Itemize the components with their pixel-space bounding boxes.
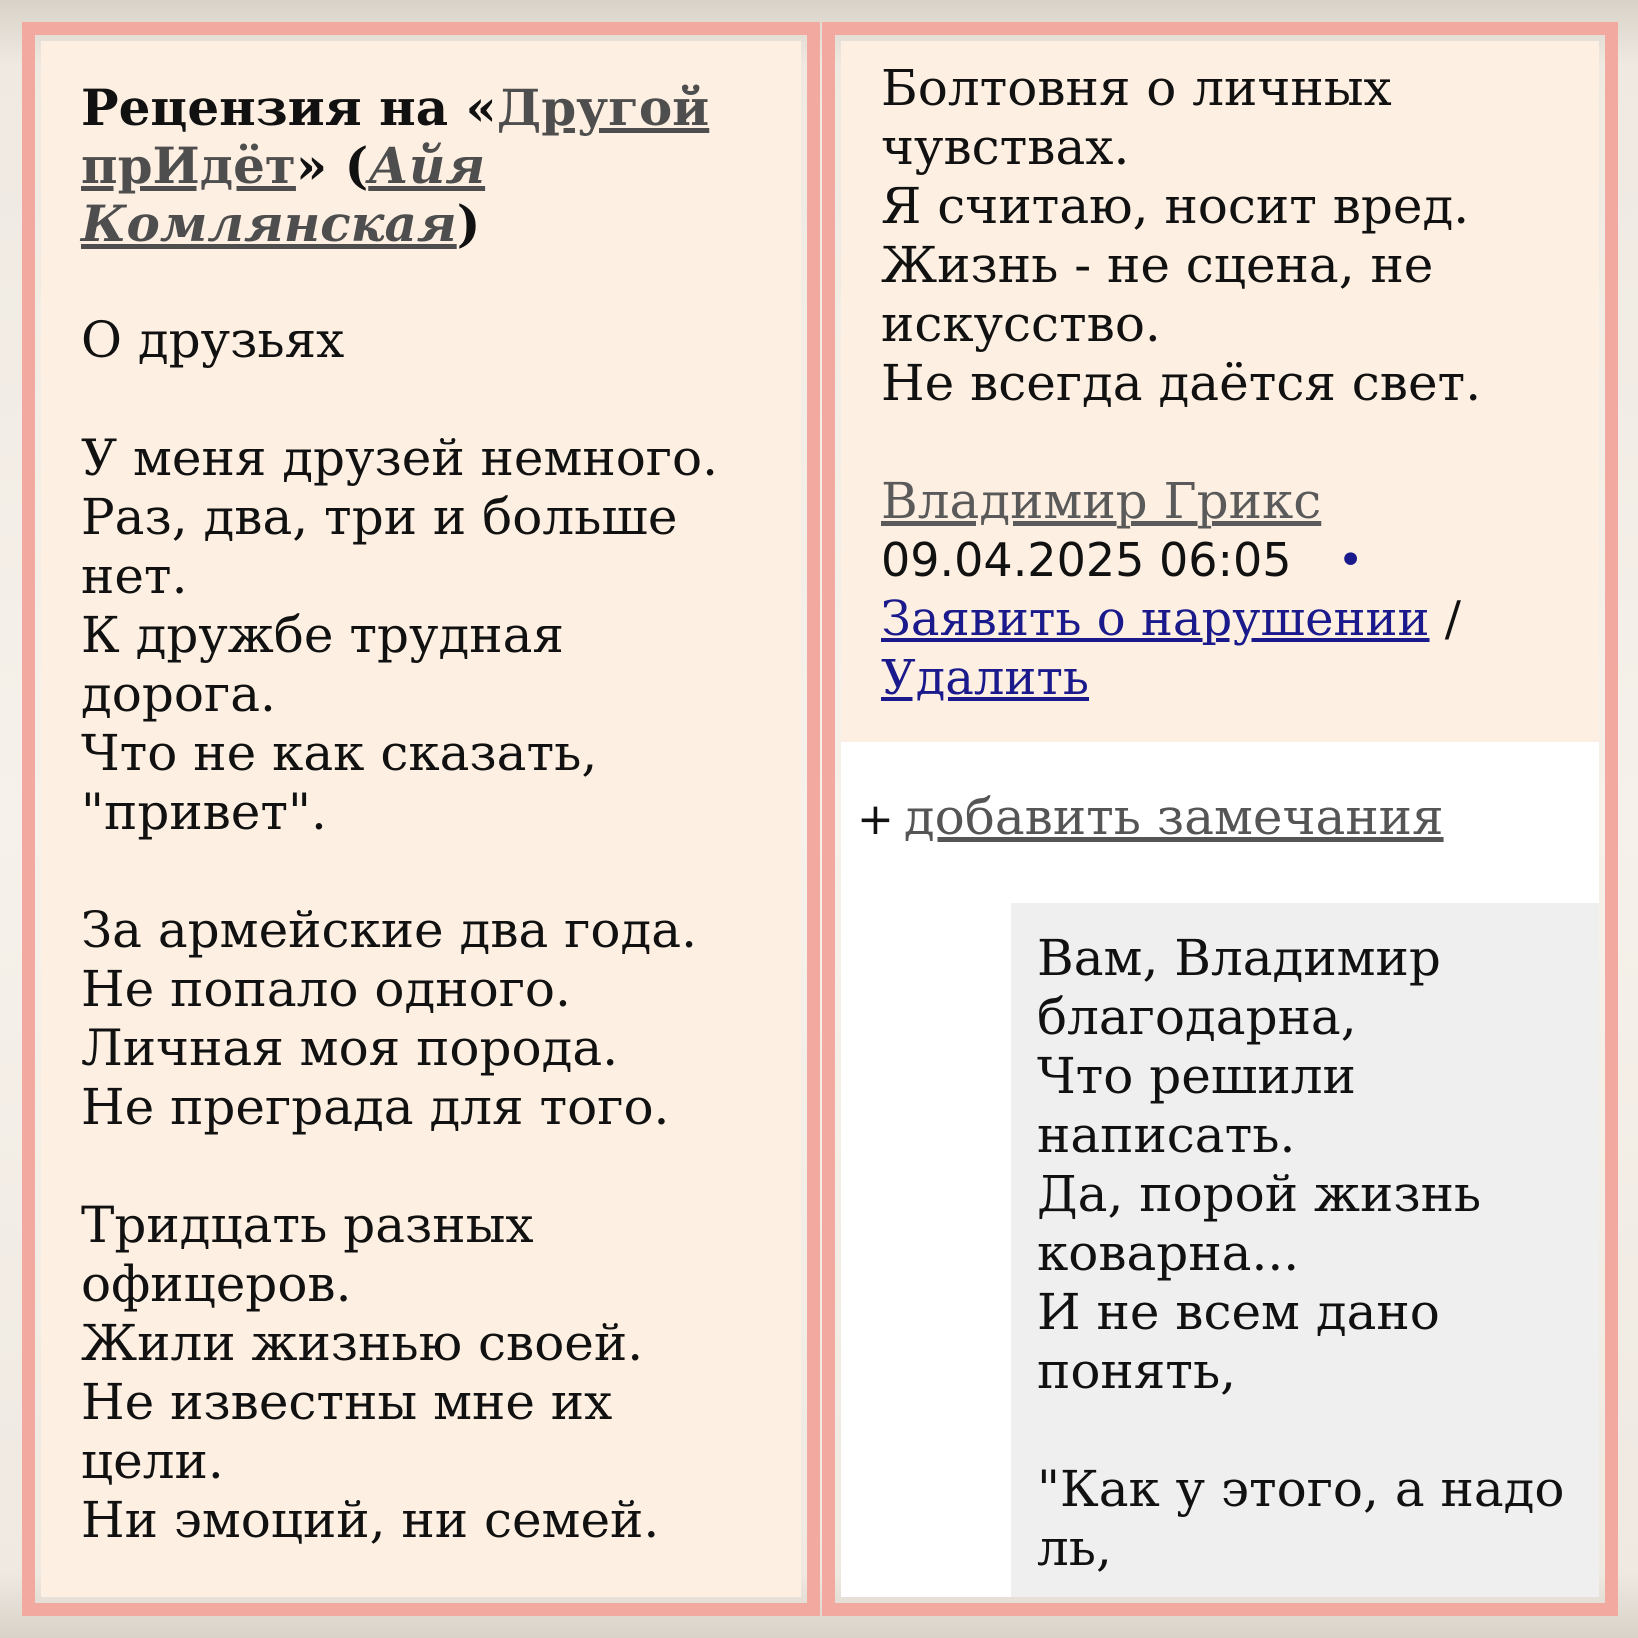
reply-line: написать.: [1037, 1106, 1296, 1164]
link-separator: /: [1444, 591, 1461, 647]
work-author-link[interactable]: Айя Комлянская: [81, 136, 486, 253]
reply-line: ль,: [1037, 1519, 1112, 1577]
title-prefix: Рецензия на «: [81, 78, 497, 137]
review-panel-right: [822, 22, 1618, 1616]
review-meta: [881, 531, 1563, 590]
comments-area: [841, 41, 1599, 1597]
delete-link[interactable]: Удалить: [881, 650, 1090, 706]
poem-line: Не известны мне их: [81, 1373, 613, 1431]
review-line: Жизнь - не сцена, не: [881, 236, 1434, 294]
review-datetime: 09.04.2025 06:05: [881, 533, 1292, 587]
review-line: Не всегда даётся свет.: [881, 354, 1482, 412]
bullet-icon: •: [1337, 535, 1364, 586]
reply-line: Вам, Владимир: [1037, 929, 1441, 987]
poem-line: дорога.: [81, 665, 276, 723]
report-violation-link[interactable]: Заявить о нарушении: [881, 591, 1430, 647]
poem-line: нет.: [81, 547, 188, 605]
poem-line: Жили жизнью своей.: [81, 1314, 644, 1372]
poem-line: За армейские два года.: [81, 901, 697, 959]
poem-line: К дружбе трудная: [81, 606, 564, 664]
reply-line: Да, порой жизнь: [1037, 1165, 1482, 1223]
reply-line: "Как у этого, а надо: [1037, 1460, 1565, 1518]
title-suffix: ): [456, 194, 481, 253]
poem-line: офицеров.: [81, 1255, 352, 1313]
review-author-link[interactable]: Владимир Грикс: [881, 472, 1322, 530]
review-panel-left: [22, 22, 820, 1616]
poem-line: У меня друзей немного.: [81, 429, 718, 487]
plus-icon: +: [857, 794, 894, 845]
reply-line: понять,: [1037, 1342, 1237, 1400]
review-title: [81, 79, 761, 253]
poem-line: Не преграда для того.: [81, 1078, 670, 1136]
reply-line: коварна...: [1037, 1224, 1300, 1282]
review-line: чувствах.: [881, 118, 1130, 176]
poem-line: Раз, два, три и больше: [81, 488, 678, 546]
poem-line: Личная моя порода.: [81, 1019, 619, 1077]
work-title-link[interactable]: Другой прИдёт: [81, 78, 710, 195]
poem-line: цели.: [81, 1432, 224, 1490]
reply-line: благодарна,: [1037, 988, 1357, 1046]
author-reply: [1011, 903, 1599, 1597]
title-middle: » (: [295, 136, 369, 195]
review-line: Я считаю, носит вред.: [881, 177, 1470, 235]
poem-line: Что не как сказать,: [81, 724, 598, 782]
poem-line: Не попало одного.: [81, 960, 571, 1018]
review-content: [41, 41, 801, 1597]
poem-line: Тридцать разных: [81, 1196, 534, 1254]
review-line: искусство.: [881, 295, 1161, 353]
reply-line: Что решили: [1037, 1047, 1356, 1105]
poem-heading: О друзьях: [81, 311, 345, 369]
review-comment: [841, 41, 1599, 742]
add-remark-link[interactable]: добавить замечания: [903, 788, 1444, 846]
add-remark: [841, 742, 1599, 849]
poem-line: Ни эмоций, ни семей.: [81, 1491, 660, 1549]
review-line: Болтовня о личных: [881, 59, 1392, 117]
reply-line: И не всем дано: [1037, 1283, 1440, 1341]
poem-text: [81, 311, 761, 1550]
poem-line: "привет".: [81, 783, 327, 841]
